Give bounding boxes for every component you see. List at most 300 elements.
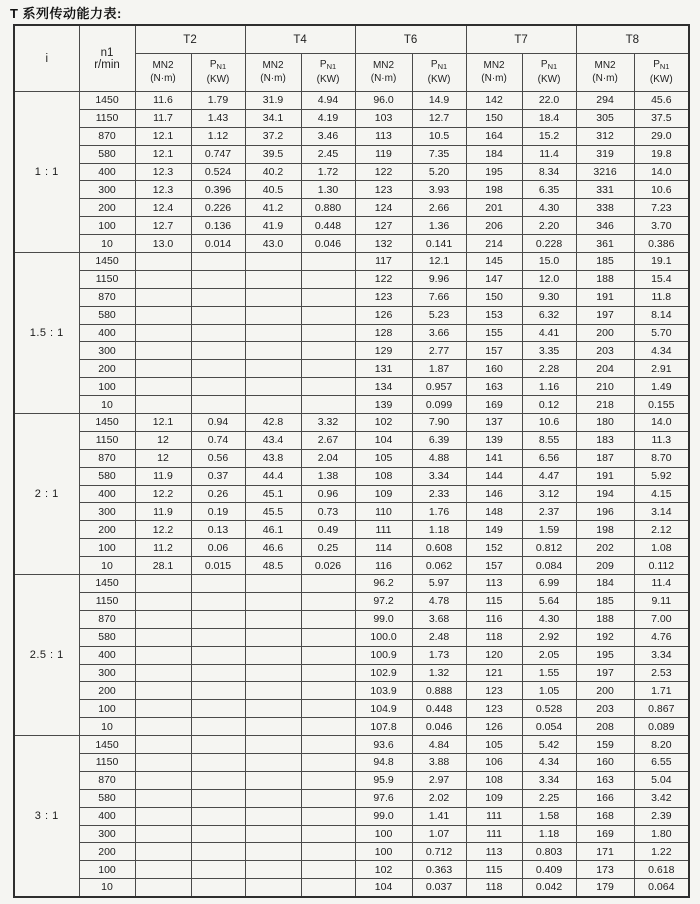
value-cell	[245, 610, 301, 628]
value-cell	[191, 253, 245, 271]
n1-cell: 200	[79, 521, 135, 539]
value-cell	[191, 664, 245, 682]
n1-cell: 1150	[79, 270, 135, 288]
value-cell: 10.6	[522, 414, 576, 432]
value-cell: 0.015	[191, 557, 245, 575]
value-cell: 148	[466, 503, 522, 521]
value-cell: 123	[355, 288, 412, 306]
value-cell: 116	[466, 610, 522, 628]
table-row	[14, 753, 689, 771]
ratio-cell: 1 : 1	[14, 92, 79, 253]
value-cell: 2.05	[522, 646, 576, 664]
n1-cell: 100	[79, 861, 135, 879]
value-cell: 4.19	[301, 109, 355, 127]
n1-cell: 400	[79, 485, 135, 503]
value-cell: 107.8	[355, 718, 412, 736]
table-row	[14, 771, 689, 789]
value-cell: 203	[576, 700, 634, 718]
n1-cell: 10	[79, 396, 135, 414]
value-cell: 163	[466, 378, 522, 396]
value-cell: 13.0	[135, 235, 191, 253]
value-cell: 7.90	[412, 414, 466, 432]
value-cell: 195	[466, 163, 522, 181]
value-cell: 0.96	[301, 485, 355, 503]
subheader-t2-pn1: $P_{N1}$ (KW)	[191, 54, 245, 92]
value-cell: 8.55	[522, 431, 576, 449]
value-cell: 128	[355, 324, 412, 342]
value-cell: 2.28	[522, 360, 576, 378]
value-cell: 12.2	[135, 485, 191, 503]
value-cell: 0.054	[522, 718, 576, 736]
value-cell	[301, 342, 355, 360]
table-row	[14, 610, 689, 628]
value-cell: 3.12	[522, 485, 576, 503]
value-cell: 183	[576, 431, 634, 449]
value-cell: 4.34	[634, 342, 689, 360]
n1-cell: 300	[79, 181, 135, 199]
value-cell: 45.1	[245, 485, 301, 503]
n1-cell: 870	[79, 127, 135, 145]
n1-cell: 10	[79, 235, 135, 253]
value-cell: 137	[466, 414, 522, 432]
value-cell	[135, 736, 191, 754]
value-cell: 31.9	[245, 92, 301, 110]
value-cell: 4.84	[412, 736, 466, 754]
value-cell	[135, 324, 191, 342]
value-cell	[301, 861, 355, 879]
value-cell: 157	[466, 557, 522, 575]
value-cell	[301, 270, 355, 288]
value-cell: 46.1	[245, 521, 301, 539]
value-cell: 43.4	[245, 431, 301, 449]
value-cell: 4.30	[522, 199, 576, 217]
value-cell: 1.80	[634, 825, 689, 843]
value-cell: 184	[466, 145, 522, 163]
n1-cell: 1150	[79, 753, 135, 771]
value-cell: 97.6	[355, 789, 412, 807]
n1-cell: 100	[79, 378, 135, 396]
value-cell: 1.08	[634, 539, 689, 557]
n1-cell: 300	[79, 664, 135, 682]
table-row	[14, 235, 689, 253]
table-row	[14, 378, 689, 396]
value-cell: 338	[576, 199, 634, 217]
value-cell: 15.4	[634, 270, 689, 288]
value-cell: 0.25	[301, 539, 355, 557]
subheader-t6-pn1: $P_{N1}$ (KW)	[412, 54, 466, 92]
n1-cell: 300	[79, 503, 135, 521]
value-cell: 28.1	[135, 557, 191, 575]
table-row	[14, 843, 689, 861]
value-cell: 192	[576, 628, 634, 646]
value-cell: 129	[355, 342, 412, 360]
value-cell: 3.66	[412, 324, 466, 342]
value-cell: 209	[576, 557, 634, 575]
n1-cell: 1150	[79, 109, 135, 127]
value-cell: 3.46	[301, 127, 355, 145]
value-cell: 34.1	[245, 109, 301, 127]
table-row	[14, 861, 689, 879]
n1-cell: 870	[79, 610, 135, 628]
table-row	[14, 199, 689, 217]
value-cell: 5.64	[522, 592, 576, 610]
value-cell: 43.8	[245, 449, 301, 467]
value-cell: 0.74	[191, 431, 245, 449]
value-cell: 0.747	[191, 145, 245, 163]
value-cell	[135, 396, 191, 414]
value-cell: 100	[355, 843, 412, 861]
value-cell: 0.13	[191, 521, 245, 539]
value-cell: 97.2	[355, 592, 412, 610]
value-cell: 4.30	[522, 610, 576, 628]
value-cell: 201	[466, 199, 522, 217]
value-cell: 1.76	[412, 503, 466, 521]
value-cell	[301, 378, 355, 396]
table-row	[14, 127, 689, 145]
table-row	[14, 485, 689, 503]
value-cell: 12.3	[135, 181, 191, 199]
value-cell: 106	[466, 753, 522, 771]
value-cell	[301, 718, 355, 736]
table-row	[14, 539, 689, 557]
value-cell: 14.0	[634, 163, 689, 181]
value-cell: 122	[355, 270, 412, 288]
value-cell: 96.0	[355, 92, 412, 110]
value-cell	[191, 342, 245, 360]
value-cell	[191, 575, 245, 593]
value-cell	[301, 288, 355, 306]
value-cell: 0.046	[301, 235, 355, 253]
table-row	[14, 306, 689, 324]
value-cell: 4.34	[522, 753, 576, 771]
value-cell: 1.32	[412, 664, 466, 682]
value-cell	[191, 682, 245, 700]
value-cell: 11.2	[135, 539, 191, 557]
value-cell: 159	[576, 736, 634, 754]
value-cell: 0.064	[634, 879, 689, 897]
table-row	[14, 825, 689, 843]
value-cell: 48.5	[245, 557, 301, 575]
value-cell	[245, 736, 301, 754]
value-cell: 7.35	[412, 145, 466, 163]
value-cell	[301, 360, 355, 378]
value-cell: 1.30	[301, 181, 355, 199]
value-cell: 0.396	[191, 181, 245, 199]
value-cell: 4.78	[412, 592, 466, 610]
value-cell	[245, 771, 301, 789]
value-cell: 113	[466, 843, 522, 861]
subheader-t2-mn2: MN2 (N·m)	[135, 54, 191, 92]
value-cell: 3216	[576, 163, 634, 181]
n1-cell: 200	[79, 199, 135, 217]
value-cell: 9.30	[522, 288, 576, 306]
table-row	[14, 521, 689, 539]
value-cell	[135, 753, 191, 771]
value-cell: 198	[466, 181, 522, 199]
table-row	[14, 288, 689, 306]
value-cell	[135, 270, 191, 288]
value-cell: 0.73	[301, 503, 355, 521]
table-row	[14, 431, 689, 449]
value-cell: 164	[466, 127, 522, 145]
value-cell	[135, 360, 191, 378]
n1-label: n1	[100, 46, 114, 59]
value-cell: 11.4	[522, 145, 576, 163]
value-cell: 1.43	[191, 109, 245, 127]
value-cell: 111	[466, 825, 522, 843]
value-cell: 12.7	[135, 217, 191, 235]
value-cell: 8.20	[634, 736, 689, 754]
value-cell: 1.16	[522, 378, 576, 396]
value-cell: 139	[355, 396, 412, 414]
value-cell: 153	[466, 306, 522, 324]
table-row	[14, 145, 689, 163]
value-cell: 2.67	[301, 431, 355, 449]
table-row	[14, 879, 689, 897]
value-cell: 45.6	[634, 92, 689, 110]
col-header-i: i	[14, 25, 79, 92]
value-cell: 10.6	[634, 181, 689, 199]
value-cell	[245, 378, 301, 396]
subheader-t7-pn1: $P_{N1}$ (KW)	[522, 54, 576, 92]
value-cell: 109	[355, 485, 412, 503]
value-cell: 3.32	[301, 414, 355, 432]
value-cell	[191, 700, 245, 718]
value-cell	[245, 342, 301, 360]
value-cell: 12.4	[135, 199, 191, 217]
value-cell: 123	[355, 181, 412, 199]
value-cell	[191, 718, 245, 736]
value-cell: 6.39	[412, 431, 466, 449]
value-cell: 134	[355, 378, 412, 396]
value-cell: 12.0	[522, 270, 576, 288]
value-cell	[191, 360, 245, 378]
value-cell: 45.5	[245, 503, 301, 521]
value-cell	[245, 789, 301, 807]
value-cell: 187	[576, 449, 634, 467]
table-row	[14, 646, 689, 664]
value-cell: 214	[466, 235, 522, 253]
value-cell: 105	[466, 736, 522, 754]
n1-cell: 1450	[79, 414, 135, 432]
value-cell	[191, 789, 245, 807]
value-cell: 103	[355, 109, 412, 127]
value-cell: 115	[466, 592, 522, 610]
value-cell: 9.11	[634, 592, 689, 610]
n1-cell: 1150	[79, 431, 135, 449]
value-cell: 42.8	[245, 414, 301, 432]
value-cell: 1.18	[412, 521, 466, 539]
value-cell	[301, 628, 355, 646]
value-cell	[191, 396, 245, 414]
value-cell: 0.812	[522, 539, 576, 557]
value-cell: 12	[135, 449, 191, 467]
n1-cell: 400	[79, 646, 135, 664]
value-cell: 1.87	[412, 360, 466, 378]
value-cell: 1.07	[412, 825, 466, 843]
value-cell: 139	[466, 431, 522, 449]
value-cell: 5.04	[634, 771, 689, 789]
value-cell: 168	[576, 807, 634, 825]
value-cell	[245, 664, 301, 682]
value-cell	[135, 879, 191, 897]
value-cell: 19.8	[634, 145, 689, 163]
value-cell: 11.4	[634, 575, 689, 593]
value-cell: 312	[576, 127, 634, 145]
value-cell: 4.88	[412, 449, 466, 467]
value-cell: 319	[576, 145, 634, 163]
value-cell: 3.34	[634, 646, 689, 664]
value-cell: 144	[466, 467, 522, 485]
value-cell	[245, 879, 301, 897]
value-cell: 19.1	[634, 253, 689, 271]
n1-cell: 1450	[79, 253, 135, 271]
table-row	[14, 270, 689, 288]
value-cell	[301, 789, 355, 807]
value-cell: 104	[355, 879, 412, 897]
value-cell: 1.05	[522, 682, 576, 700]
value-cell: 0.026	[301, 557, 355, 575]
value-cell: 102.9	[355, 664, 412, 682]
value-cell: 11.9	[135, 467, 191, 485]
value-cell: 100.0	[355, 628, 412, 646]
value-cell: 46.6	[245, 539, 301, 557]
table-row	[14, 360, 689, 378]
value-cell	[135, 771, 191, 789]
value-cell: 95.9	[355, 771, 412, 789]
value-cell: 5.92	[634, 467, 689, 485]
value-cell	[191, 324, 245, 342]
table-row	[14, 575, 689, 593]
value-cell	[191, 288, 245, 306]
value-cell: 131	[355, 360, 412, 378]
value-cell: 0.867	[634, 700, 689, 718]
value-cell: 7.66	[412, 288, 466, 306]
value-cell	[245, 807, 301, 825]
value-cell: 166	[576, 789, 634, 807]
value-cell	[135, 378, 191, 396]
value-cell: 0.712	[412, 843, 466, 861]
table-row	[14, 217, 689, 235]
value-cell	[135, 700, 191, 718]
value-cell: 22.0	[522, 92, 576, 110]
value-cell: 0.112	[634, 557, 689, 575]
value-cell: 14.0	[634, 414, 689, 432]
value-cell: 40.2	[245, 163, 301, 181]
value-cell: 0.014	[191, 235, 245, 253]
value-cell: 123	[466, 682, 522, 700]
value-cell	[245, 861, 301, 879]
value-cell: 2.45	[301, 145, 355, 163]
value-cell: 29.0	[634, 127, 689, 145]
value-cell: 96.2	[355, 575, 412, 593]
n1-cell: 870	[79, 288, 135, 306]
value-cell: 1.12	[191, 127, 245, 145]
value-cell: 110	[355, 503, 412, 521]
value-cell: 12.3	[135, 163, 191, 181]
value-cell: 1.41	[412, 807, 466, 825]
value-cell	[245, 253, 301, 271]
value-cell: 218	[576, 396, 634, 414]
table-row	[14, 628, 689, 646]
value-cell: 197	[576, 664, 634, 682]
value-cell	[135, 861, 191, 879]
value-cell	[301, 610, 355, 628]
n1-cell: 100	[79, 700, 135, 718]
value-cell: 37.5	[634, 109, 689, 127]
value-cell: 2.37	[522, 503, 576, 521]
value-cell	[135, 610, 191, 628]
table-body	[14, 92, 689, 897]
value-cell	[191, 825, 245, 843]
value-cell: 0.089	[634, 718, 689, 736]
value-cell: 305	[576, 109, 634, 127]
value-cell: 3.88	[412, 753, 466, 771]
table-row	[14, 324, 689, 342]
value-cell	[191, 807, 245, 825]
value-cell	[245, 628, 301, 646]
value-cell: 12.1	[412, 253, 466, 271]
value-cell: 0.409	[522, 861, 576, 879]
value-cell: 108	[355, 467, 412, 485]
value-cell: 2.48	[412, 628, 466, 646]
value-cell: 0.803	[522, 843, 576, 861]
value-cell: 210	[576, 378, 634, 396]
value-cell: 126	[466, 718, 522, 736]
value-cell	[191, 736, 245, 754]
value-cell	[301, 306, 355, 324]
value-cell: 119	[355, 145, 412, 163]
value-cell: 200	[576, 324, 634, 342]
value-cell: 202	[576, 539, 634, 557]
ratio-cell: 3 : 1	[14, 736, 79, 897]
value-cell	[245, 843, 301, 861]
value-cell	[301, 736, 355, 754]
value-cell: 0.56	[191, 449, 245, 467]
page-title: T 系列传动能力表:	[10, 6, 122, 21]
value-cell: 126	[355, 306, 412, 324]
value-cell: 5.97	[412, 575, 466, 593]
n1-cell: 580	[79, 467, 135, 485]
value-cell	[191, 610, 245, 628]
value-cell: 2.39	[634, 807, 689, 825]
value-cell: 0.136	[191, 217, 245, 235]
value-cell	[245, 360, 301, 378]
value-cell: 8.70	[634, 449, 689, 467]
group-header-t8: T8	[576, 25, 689, 54]
value-cell: 4.47	[522, 467, 576, 485]
value-cell: 11.3	[634, 431, 689, 449]
table-row	[14, 342, 689, 360]
value-cell: 7.23	[634, 199, 689, 217]
value-cell	[301, 753, 355, 771]
value-cell: 3.42	[634, 789, 689, 807]
value-cell: 10.5	[412, 127, 466, 145]
value-cell	[245, 592, 301, 610]
value-cell: 184	[576, 575, 634, 593]
value-cell	[191, 592, 245, 610]
value-cell: 204	[576, 360, 634, 378]
value-cell: 1.36	[412, 217, 466, 235]
value-cell: 44.4	[245, 467, 301, 485]
n1-cell: 580	[79, 628, 135, 646]
value-cell: 3.70	[634, 217, 689, 235]
value-cell: 122	[355, 163, 412, 181]
value-cell: 102	[355, 861, 412, 879]
value-cell: 141	[466, 449, 522, 467]
value-cell: 195	[576, 646, 634, 664]
value-cell: 2.53	[634, 664, 689, 682]
